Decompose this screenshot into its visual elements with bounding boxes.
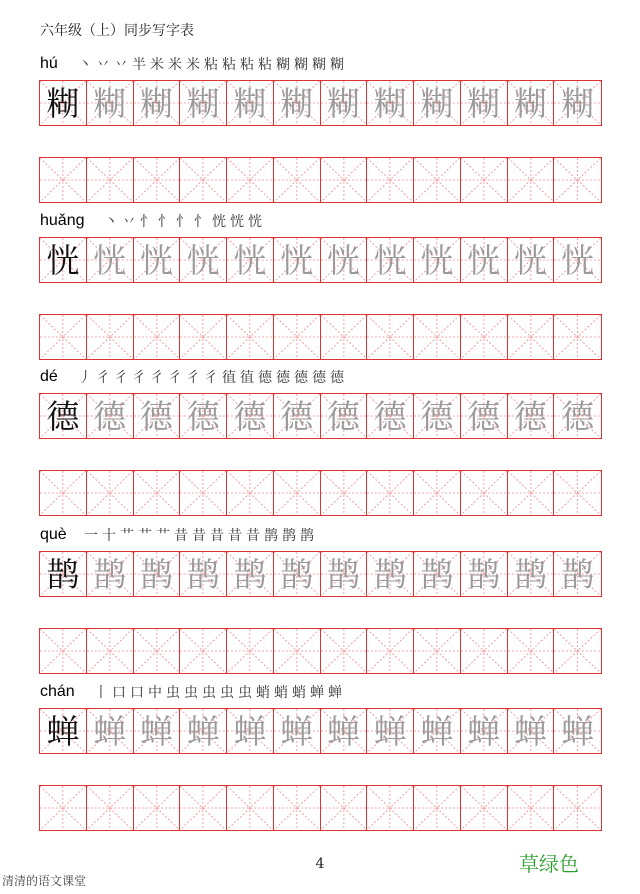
tracing-cell (180, 81, 227, 125)
practice-row (39, 628, 602, 674)
model-character: 蝉 (46, 711, 80, 751)
model-character: 鹊 (46, 554, 80, 594)
pinyin-label: chán (40, 683, 75, 700)
tracing-character: 糊 (373, 83, 407, 123)
stroke-step: 蛸 (274, 685, 288, 701)
stroke-step: 忄 (194, 214, 208, 230)
tracing-cell (134, 238, 181, 282)
tracing-character: 蝉 (420, 711, 454, 751)
stroke-step: 虫 (184, 685, 198, 701)
tracing-character: 恍 (420, 240, 454, 280)
tracing-cell (274, 238, 321, 282)
stroke-step: 糊 (312, 57, 326, 73)
practice-cell[interactable] (227, 629, 274, 673)
tracing-character: 德 (326, 396, 360, 436)
stroke-step: 粘 (204, 57, 218, 73)
tracing-character: 糊 (326, 83, 360, 123)
model-character: 德 (46, 396, 80, 436)
tracing-row (39, 708, 602, 754)
tracing-cell (134, 552, 181, 596)
stroke-step: 虫 (220, 685, 234, 701)
tracing-character: 恍 (326, 240, 360, 280)
practice-cell[interactable] (274, 786, 321, 830)
tracing-character: 糊 (93, 83, 127, 123)
tracing-cell (554, 238, 601, 282)
stroke-step: 彳 (114, 370, 128, 386)
practice-cell[interactable] (414, 629, 461, 673)
tracing-cell (274, 394, 321, 438)
practice-cell[interactable] (554, 471, 601, 515)
tracing-cell (180, 394, 227, 438)
tracing-character: 恍 (233, 240, 267, 280)
practice-cell[interactable] (414, 158, 461, 202)
practice-cell[interactable] (554, 786, 601, 830)
stroke-order (92, 682, 344, 702)
practice-cell[interactable] (554, 315, 601, 359)
stroke-step: 丷 (114, 57, 128, 73)
tracing-cell (367, 238, 414, 282)
tracing-character: 蝉 (513, 711, 547, 751)
tracing-character: 德 (467, 396, 501, 436)
tracing-character: 恍 (513, 240, 547, 280)
practice-cell[interactable] (227, 158, 274, 202)
practice-cell[interactable] (321, 471, 368, 515)
page-title: 六年级（上）同步写字表 (40, 23, 194, 39)
practice-cell[interactable] (40, 629, 87, 673)
tracing-cell (227, 709, 274, 753)
tracing-character: 糊 (420, 83, 454, 123)
stroke-step: 艹 (138, 528, 152, 544)
tracing-cell (87, 81, 134, 125)
practice-cell[interactable] (180, 471, 227, 515)
stroke-step: 丨 (94, 685, 108, 701)
practice-cell[interactable] (87, 629, 134, 673)
stroke-step: 蛸 (256, 685, 270, 701)
stroke-step: 中 (148, 685, 162, 701)
stroke-step: 口 (112, 685, 126, 701)
tracing-cell (461, 81, 508, 125)
tracing-character: 鹊 (326, 554, 360, 594)
practice-cell[interactable] (508, 786, 555, 830)
tracing-character: 鹊 (561, 554, 595, 594)
practice-cell[interactable] (134, 315, 181, 359)
practice-cell[interactable] (87, 158, 134, 202)
tracing-cell (367, 394, 414, 438)
tracing-cell (508, 394, 555, 438)
stroke-step: 丷 (122, 214, 136, 230)
stroke-step: 艹 (120, 528, 134, 544)
model-character-cell (40, 552, 87, 596)
tracing-character: 恍 (280, 240, 314, 280)
stroke-step: 虫 (166, 685, 180, 701)
stroke-step: 米 (168, 57, 182, 73)
stroke-step: 彳 (132, 370, 146, 386)
tracing-cell (554, 552, 601, 596)
stroke-order (82, 525, 316, 545)
stroke-step: 十 (102, 528, 116, 544)
tracing-row (39, 80, 602, 126)
tracing-cell (414, 81, 461, 125)
stroke-step: 彳 (150, 370, 164, 386)
practice-cell[interactable] (321, 629, 368, 673)
practice-cell[interactable] (180, 786, 227, 830)
tracing-character: 恍 (93, 240, 127, 280)
tracing-row (39, 551, 602, 597)
practice-cell[interactable] (508, 471, 555, 515)
practice-cell[interactable] (274, 471, 321, 515)
stroke-step: 忄 (176, 214, 190, 230)
tracing-character: 鹊 (373, 554, 407, 594)
practice-cell[interactable] (40, 471, 87, 515)
stroke-step: 虫 (202, 685, 216, 701)
practice-cell[interactable] (180, 315, 227, 359)
stroke-step: 德 (294, 370, 308, 386)
tracing-cell (461, 238, 508, 282)
tracing-cell (554, 81, 601, 125)
practice-cell[interactable] (461, 629, 508, 673)
practice-cell[interactable] (367, 158, 414, 202)
tracing-character: 糊 (233, 83, 267, 123)
tracing-cell (508, 552, 555, 596)
tracing-character: 鹊 (139, 554, 173, 594)
tracing-cell (87, 394, 134, 438)
tracing-cell (227, 238, 274, 282)
practice-cell[interactable] (134, 786, 181, 830)
tracing-cell (180, 238, 227, 282)
practice-cell[interactable] (134, 158, 181, 202)
tracing-cell (227, 81, 274, 125)
practice-cell[interactable] (461, 158, 508, 202)
tracing-cell (414, 394, 461, 438)
stroke-step: 彳 (186, 370, 200, 386)
tracing-character: 蝉 (326, 711, 360, 751)
practice-row (39, 157, 602, 203)
tracing-character: 糊 (139, 83, 173, 123)
stroke-step: 口 (130, 685, 144, 701)
stroke-step: 昔 (210, 528, 224, 544)
tracing-cell (274, 709, 321, 753)
practice-cell[interactable] (367, 786, 414, 830)
practice-cell[interactable] (180, 629, 227, 673)
practice-cell[interactable] (87, 471, 134, 515)
stroke-step: 丶 (104, 214, 118, 230)
tracing-character: 恍 (139, 240, 173, 280)
stroke-step: 恍 (212, 214, 226, 230)
stroke-step: 蛸 (292, 685, 306, 701)
practice-row (39, 314, 602, 360)
tracing-character: 恍 (373, 240, 407, 280)
stroke-order (76, 367, 346, 387)
stroke-step: 恍 (248, 214, 262, 230)
practice-cell[interactable] (321, 786, 368, 830)
practice-cell[interactable] (274, 158, 321, 202)
tracing-cell (367, 81, 414, 125)
tracing-character: 蝉 (373, 711, 407, 751)
tracing-character: 德 (280, 396, 314, 436)
practice-cell[interactable] (134, 629, 181, 673)
tracing-cell (87, 238, 134, 282)
tracing-cell (508, 709, 555, 753)
stroke-step: 蝉 (328, 685, 342, 701)
stroke-step: 昔 (246, 528, 260, 544)
tracing-cell (134, 709, 181, 753)
tracing-cell (321, 238, 368, 282)
practice-cell[interactable] (367, 471, 414, 515)
tracing-character: 德 (420, 396, 454, 436)
tracing-cell (367, 552, 414, 596)
tracing-character: 蝉 (561, 711, 595, 751)
practice-cell[interactable] (461, 315, 508, 359)
tracing-cell (554, 709, 601, 753)
practice-cell[interactable] (40, 158, 87, 202)
tracing-cell (414, 709, 461, 753)
practice-cell[interactable] (227, 315, 274, 359)
tracing-cell (321, 552, 368, 596)
tracing-character: 德 (513, 396, 547, 436)
stroke-step: 昔 (228, 528, 242, 544)
tracing-cell (321, 81, 368, 125)
tracing-character: 蝉 (280, 711, 314, 751)
stroke-step: 虫 (238, 685, 252, 701)
model-character: 恍 (46, 240, 80, 280)
tracing-character: 鹊 (513, 554, 547, 594)
tracing-character: 恍 (467, 240, 501, 280)
tracing-cell (134, 81, 181, 125)
pinyin-label: huǎng (40, 212, 85, 229)
stroke-step: 彳 (204, 370, 218, 386)
model-character-cell (40, 238, 87, 282)
tracing-cell (180, 709, 227, 753)
practice-cell[interactable] (554, 629, 601, 673)
stroke-step: 艹 (156, 528, 170, 544)
tracing-cell (227, 394, 274, 438)
tracing-character: 德 (373, 396, 407, 436)
tracing-cell (508, 81, 555, 125)
stroke-step: 彳 (96, 370, 110, 386)
tracing-character: 糊 (280, 83, 314, 123)
practice-cell[interactable] (461, 786, 508, 830)
pinyin-label: què (40, 526, 67, 543)
stroke-order (76, 54, 346, 74)
tracing-character: 蝉 (467, 711, 501, 751)
model-character-cell (40, 81, 87, 125)
model-character-cell (40, 394, 87, 438)
stroke-step: 徝 (222, 370, 236, 386)
stroke-step: 恍 (230, 214, 244, 230)
tracing-cell (180, 552, 227, 596)
tracing-character: 鹊 (420, 554, 454, 594)
practice-cell[interactable] (461, 471, 508, 515)
practice-cell[interactable] (321, 315, 368, 359)
tracing-character: 糊 (186, 83, 220, 123)
tracing-cell (461, 552, 508, 596)
tracing-cell (321, 394, 368, 438)
stroke-step: 丷 (96, 57, 110, 73)
stroke-step: 彳 (168, 370, 182, 386)
tracing-cell (461, 709, 508, 753)
practice-row (39, 470, 602, 516)
practice-cell[interactable] (40, 786, 87, 830)
stroke-step: 粘 (240, 57, 254, 73)
stroke-step: 鹊 (282, 528, 296, 544)
practice-cell[interactable] (414, 786, 461, 830)
tracing-cell (321, 709, 368, 753)
tracing-cell (554, 394, 601, 438)
tracing-character: 鹊 (233, 554, 267, 594)
practice-cell[interactable] (321, 158, 368, 202)
practice-cell[interactable] (40, 315, 87, 359)
tracing-row (39, 393, 602, 439)
tracing-character: 糊 (561, 83, 595, 123)
stroke-step: 蝉 (310, 685, 324, 701)
tracing-character: 鹊 (93, 554, 127, 594)
stroke-step: 德 (312, 370, 326, 386)
practice-cell[interactable] (508, 629, 555, 673)
tracing-character: 德 (233, 396, 267, 436)
stroke-step: 鹊 (300, 528, 314, 544)
tracing-character: 德 (186, 396, 220, 436)
practice-cell[interactable] (414, 315, 461, 359)
model-character-cell (40, 709, 87, 753)
practice-cell[interactable] (274, 629, 321, 673)
tracing-cell (87, 552, 134, 596)
tracing-cell (414, 552, 461, 596)
tracing-row (39, 237, 602, 283)
practice-cell[interactable] (274, 315, 321, 359)
stroke-step: 忄 (140, 214, 154, 230)
stroke-step: 昔 (192, 528, 206, 544)
practice-cell[interactable] (180, 158, 227, 202)
tracing-cell (461, 394, 508, 438)
pinyin-label: dé (40, 368, 58, 385)
tracing-character: 恍 (561, 240, 595, 280)
stroke-step: 米 (150, 57, 164, 73)
tracing-character: 鹊 (280, 554, 314, 594)
stroke-step: 粘 (222, 57, 236, 73)
stroke-step: 米 (186, 57, 200, 73)
tracing-character: 蝉 (233, 711, 267, 751)
stroke-step: 一 (84, 528, 98, 544)
practice-cell[interactable] (508, 315, 555, 359)
practice-cell[interactable] (554, 158, 601, 202)
tracing-character: 蝉 (139, 711, 173, 751)
practice-cell[interactable] (508, 158, 555, 202)
stroke-step: 丶 (78, 57, 92, 73)
stroke-step: 糊 (294, 57, 308, 73)
practice-row (39, 785, 602, 831)
tracing-character: 蝉 (93, 711, 127, 751)
stroke-step: 粘 (258, 57, 272, 73)
tracing-character: 德 (139, 396, 173, 436)
practice-cell[interactable] (414, 471, 461, 515)
stroke-step: 糊 (276, 57, 290, 73)
tracing-cell (274, 81, 321, 125)
stroke-order (102, 211, 264, 231)
page-number: 4 (315, 856, 325, 872)
tracing-character: 鹊 (467, 554, 501, 594)
practice-cell[interactable] (227, 786, 274, 830)
practice-cell[interactable] (227, 471, 274, 515)
tracing-cell (367, 709, 414, 753)
stroke-step: 糊 (330, 57, 344, 73)
pinyin-label: hú (40, 55, 58, 72)
stroke-step: 半 (132, 57, 146, 73)
practice-cell[interactable] (87, 315, 134, 359)
stroke-step: 德 (276, 370, 290, 386)
tracing-character: 德 (93, 396, 127, 436)
color-note: 草绿色 (519, 852, 579, 876)
stroke-step: 丿 (78, 370, 92, 386)
stroke-step: 德 (330, 370, 344, 386)
tracing-character: 德 (561, 396, 595, 436)
tracing-cell (508, 238, 555, 282)
practice-cell[interactable] (367, 315, 414, 359)
practice-cell[interactable] (367, 629, 414, 673)
tracing-character: 糊 (513, 83, 547, 123)
model-character: 糊 (46, 83, 80, 123)
watermark-text: 清清的语文课堂 (2, 874, 87, 888)
stroke-step: 德 (258, 370, 272, 386)
tracing-cell (87, 709, 134, 753)
stroke-step: 忄 (158, 214, 172, 230)
tracing-cell (274, 552, 321, 596)
tracing-character: 蝉 (186, 711, 220, 751)
stroke-step: 徝 (240, 370, 254, 386)
tracing-character: 糊 (467, 83, 501, 123)
stroke-step: 昔 (174, 528, 188, 544)
tracing-cell (414, 238, 461, 282)
tracing-character: 恍 (186, 240, 220, 280)
practice-cell[interactable] (134, 471, 181, 515)
stroke-step: 鹊 (264, 528, 278, 544)
tracing-cell (227, 552, 274, 596)
practice-cell[interactable] (87, 786, 134, 830)
tracing-character: 鹊 (186, 554, 220, 594)
tracing-cell (134, 394, 181, 438)
